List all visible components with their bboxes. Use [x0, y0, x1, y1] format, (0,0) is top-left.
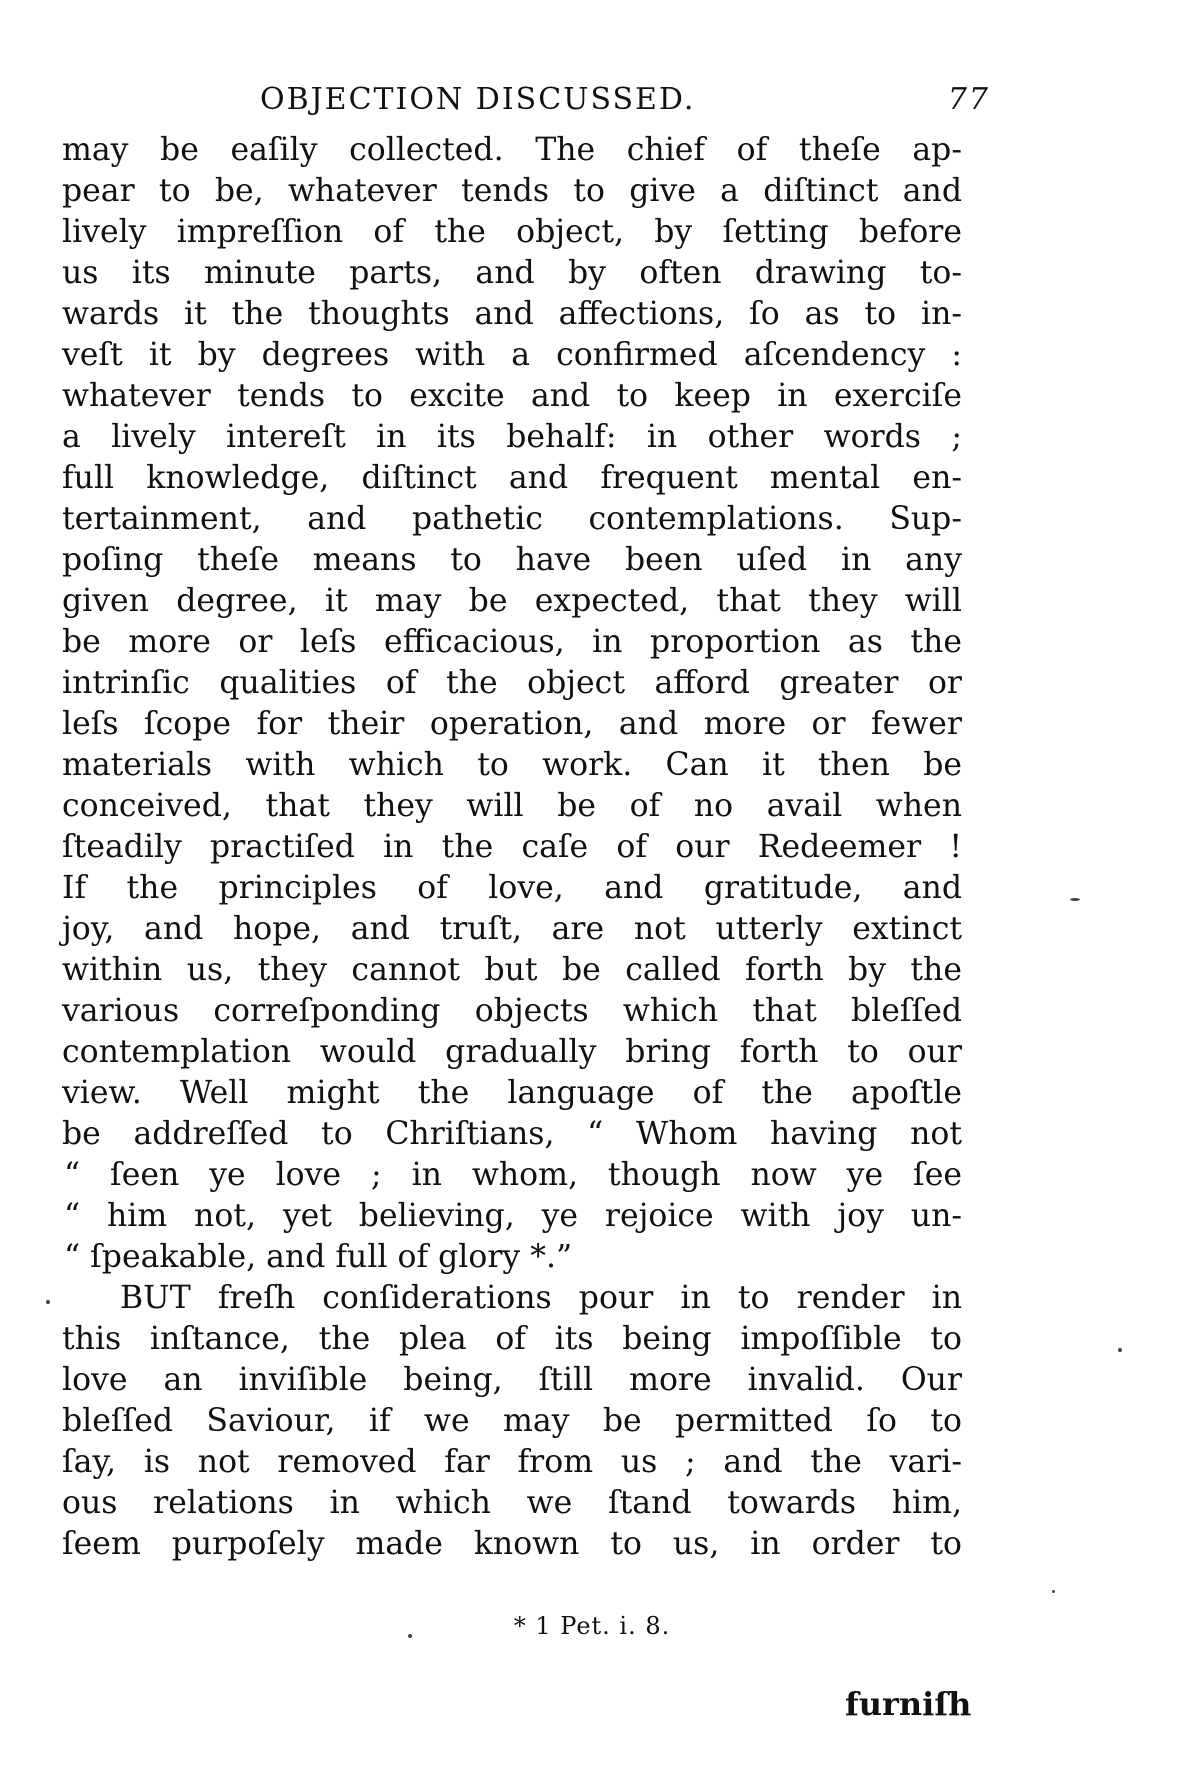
text-line: materials with which to work. Can it then be	[62, 747, 962, 783]
text-line: ſay, is not removed far from us ; and the vari-	[62, 1444, 962, 1480]
text-line: view. Well might the language of the apoſtle	[62, 1075, 962, 1111]
text-line: contemplation would gradually bring forth to our	[62, 1034, 962, 1070]
text-line: whatever tends to excite and to keep in exerciſe	[62, 378, 962, 414]
text-line: ſteadily practiſed in the caſe of our Redeemer !	[62, 829, 962, 865]
text-line: this inſtance, the plea of its being impoſſible to	[62, 1321, 962, 1357]
text-line: us its minute parts, and by often drawing to-	[62, 255, 962, 291]
text-line: various correſponding objects which that bleſſed	[62, 993, 962, 1029]
text-line: bleſſed Saviour, if we may be permitted ſo to	[62, 1403, 962, 1439]
catchword: furniſh	[845, 1685, 972, 1723]
page-number: 77	[947, 82, 990, 117]
text-line: intrinſic qualities of the object afford greater or	[62, 665, 962, 701]
text-line: ous relations in which we ſtand towards him,	[62, 1485, 962, 1521]
text-line: BUT freſh conſiderations pour in to render in	[120, 1280, 962, 1316]
ink-speck	[408, 1634, 412, 1638]
text-line: conceived, that they will be of no avail when	[62, 788, 962, 824]
text-line: within us, they cannot but be called forth by the	[62, 952, 962, 988]
text-line: full knowledge, diſtinct and frequent mental en-	[62, 460, 962, 496]
body-text	[62, 130, 962, 1565]
text-line: poſing theſe means to have been uſed in any	[62, 542, 962, 578]
ink-speck	[46, 1300, 50, 1304]
text-line: “ him not, yet believing, ye rejoice with joy un-	[64, 1198, 962, 1234]
text-line: If the principles of love, and gratitude, and	[62, 870, 962, 906]
text-line: “ ſpeakable, and full of glory *.”	[64, 1239, 573, 1275]
text-line: given degree, it may be expected, that they will	[62, 583, 962, 619]
text-line: leſs ſcope for their operation, and more or fewer	[62, 706, 962, 742]
text-line: love an inviſible being, ſtill more invalid. Our	[62, 1362, 962, 1398]
text-line: be more or leſs efficacious, in proportion as the	[62, 624, 962, 660]
text-line: tertainment, and pathetic contemplations. Sup-	[62, 501, 962, 537]
footnote: * 1 Pet. i. 8.	[513, 1612, 671, 1640]
ink-speck	[1070, 898, 1080, 901]
text-line: may be eaſily collected. The chief of theſe ap-	[62, 132, 962, 168]
text-line: lively impreſſion of the object, by ſetting before	[62, 214, 962, 250]
ink-speck	[1052, 1590, 1055, 1593]
text-line: be addreſſed to Chriſtians, “ Whom having not	[62, 1116, 962, 1152]
text-line: joy, and hope, and truſt, are not utterly extinct	[62, 911, 962, 947]
text-line: wards it the thoughts and affections, ſo as to in-	[62, 296, 962, 332]
ink-speck	[1118, 1348, 1122, 1352]
running-title: OBJECTION DISCUSSED.	[260, 82, 696, 117]
text-line: pear to be, whatever tends to give a diſtinct and	[62, 173, 962, 209]
text-line: veſt it by degrees with a confirmed aſcendency :	[62, 337, 962, 373]
text-line: “ ſeen ye love ; in whom, though now ye ſee	[64, 1157, 962, 1193]
text-line: ſeem purpoſely made known to us, in order to	[62, 1526, 962, 1562]
text-line: a lively intereſt in its behalf: in other words ;	[62, 419, 962, 455]
